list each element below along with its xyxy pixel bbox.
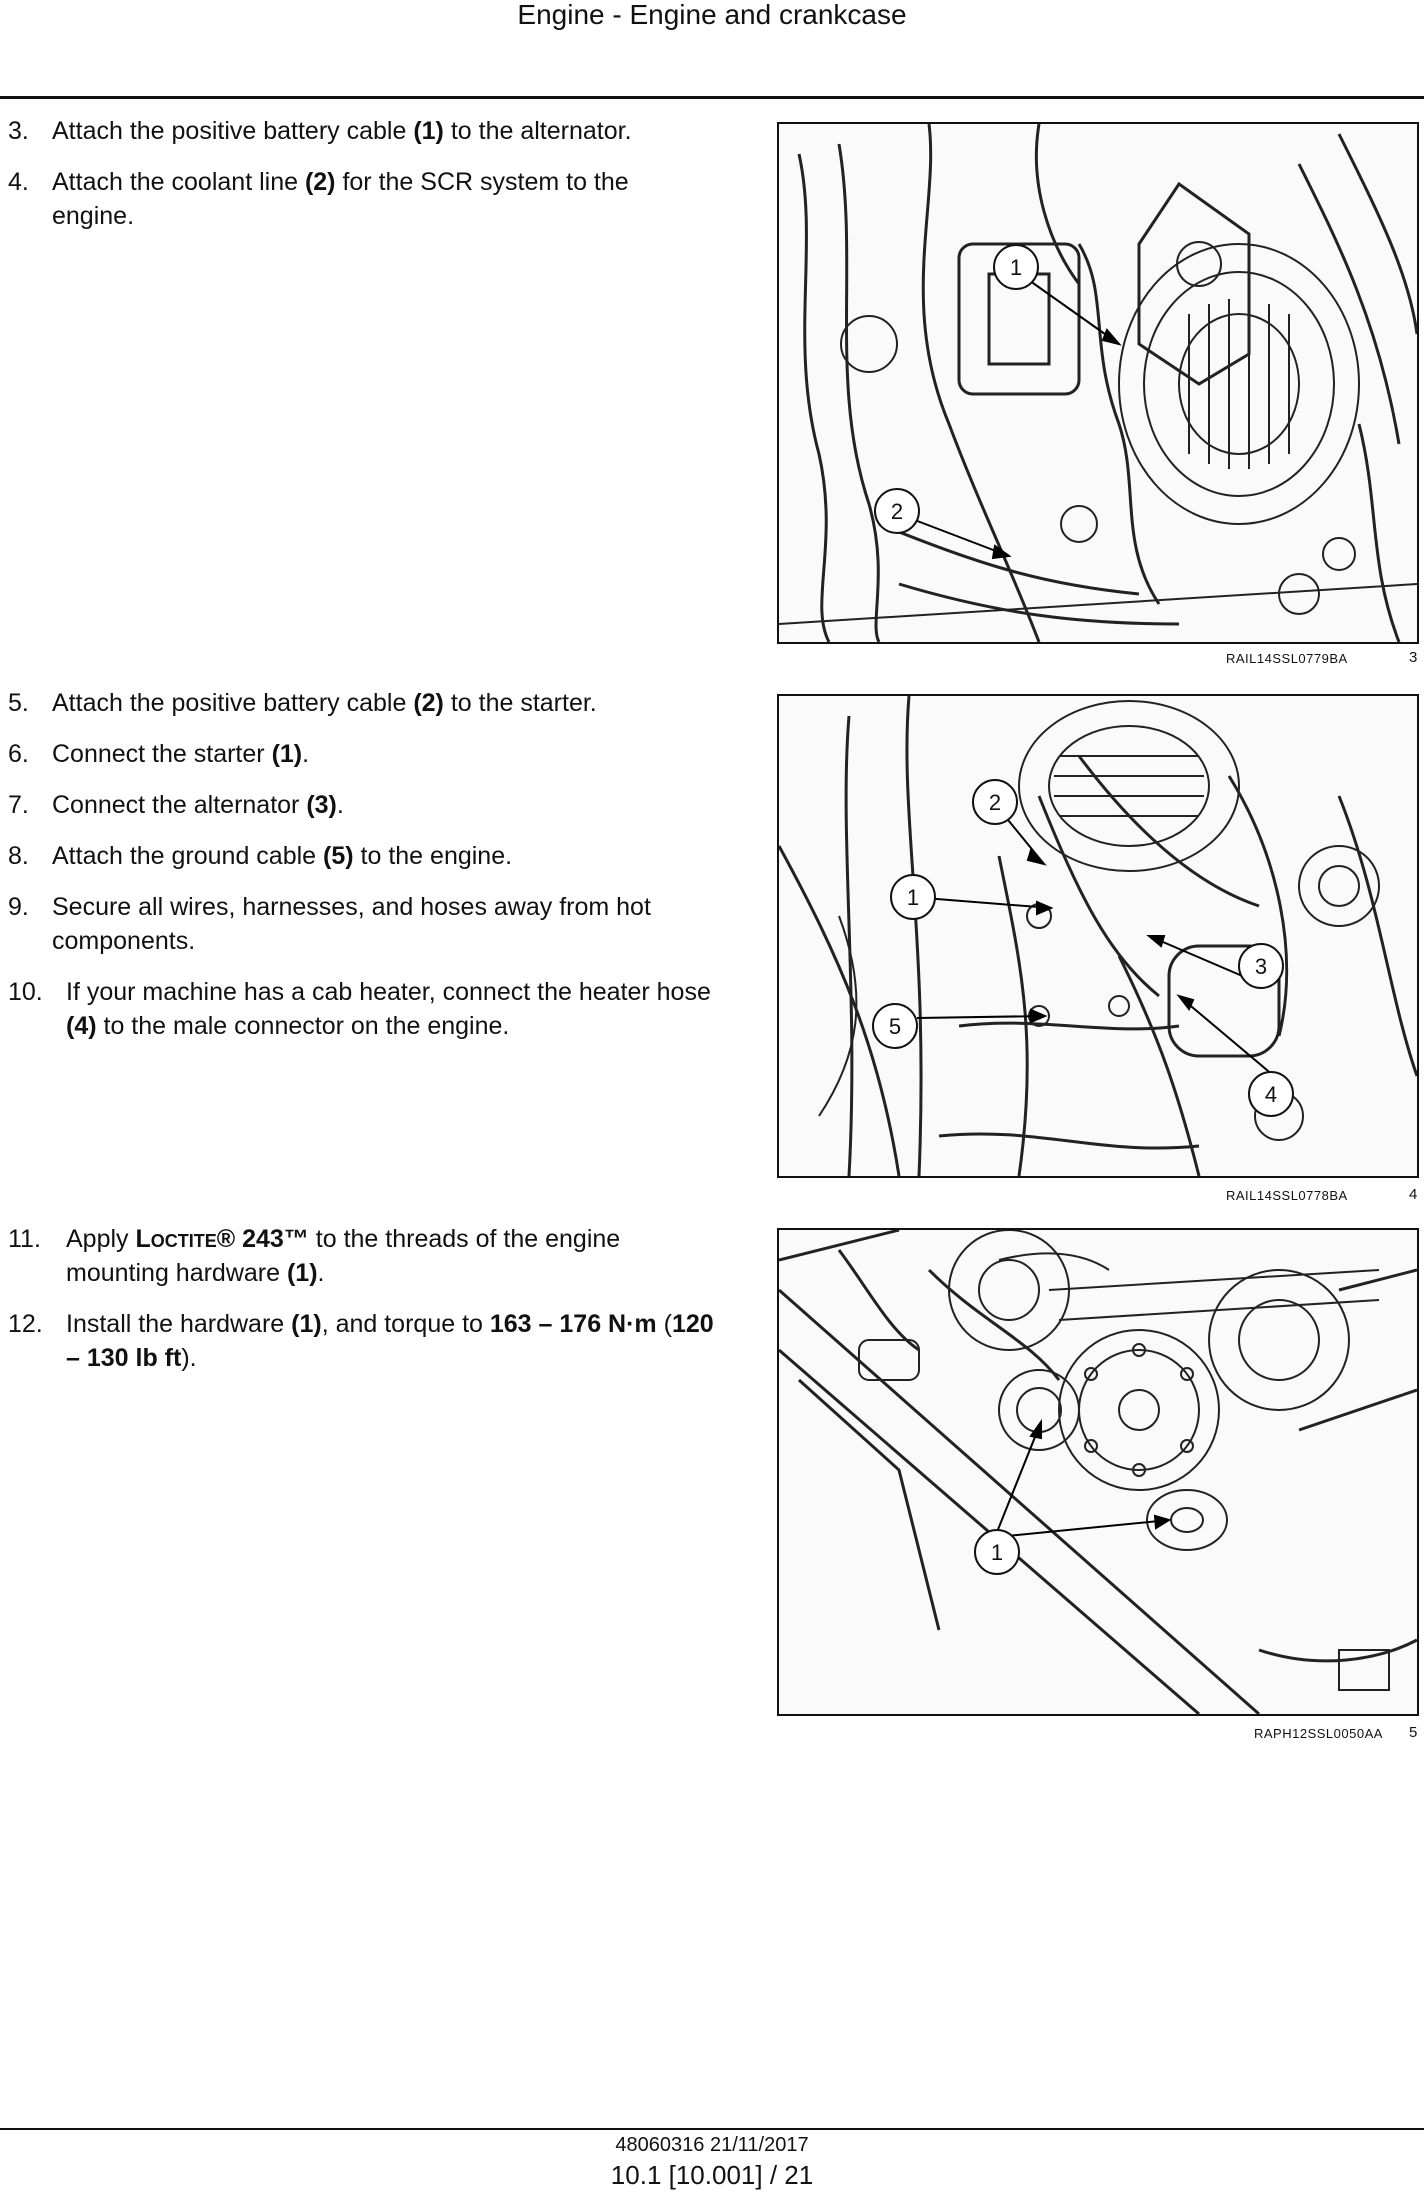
step-6: 6. Connect the starter (1). [4,737,716,771]
figure-3-number: 3 [1409,649,1418,666]
step-5: 5. Attach the positive battery cable (2) to the starter. [4,686,716,720]
figure-5-mounting-illustration [777,1228,1419,1716]
step-4: 4. Attach the coolant line (2) for the SCR system to the engine. [4,165,716,233]
step-7: 7. Connect the alternator (3). [4,788,716,822]
figure-4-starter-illustration [777,694,1419,1178]
footer-page-reference: 10.1 [10.001] / 21 [610,2160,814,2190]
callout-2: 2 [890,499,904,524]
figure-4-code: RAIL14SSL0778BA [1226,1188,1348,1203]
callout-3: 3 [1254,954,1268,979]
step-number: 6. [8,740,29,768]
figure-5-code: RAPH12SSL0050AA [1254,1726,1383,1741]
figure-3-alternator-illustration [777,122,1419,644]
callout-1: 1 [990,1540,1004,1565]
step-number: 3. [8,117,29,145]
alternator-line-drawing [779,124,1417,642]
callout-5: 5 [888,1014,902,1039]
page-header-title: Engine - Engine and crankcase [517,0,907,30]
figure-3-code: RAIL14SSL0779BA [1226,651,1348,666]
step-9: 9. Secure all wires, harnesses, and hoses away from hot components. [4,890,716,958]
step-number: 7. [8,791,29,819]
step-3: 3. Attach the positive battery cable (1) to the alternator. [4,114,716,148]
torque-imperial: 120 – 130 lb ft [66,1310,714,1372]
step-10: 10. If your machine has a cab heater, connect the heater hose (4) to the male connector on the engine. [4,975,716,1043]
torque-metric: 163 – 176 N·m [489,1310,657,1338]
starter-line-drawing [779,696,1417,1176]
figure-5-callouts [975,1530,1019,1574]
steps-list-2 [4,686,716,1060]
step-11: 11. Apply Loctite® 243™ to the threads of the engine mounting hardware (1). [4,1222,716,1290]
callout-1: 1 [1009,255,1023,280]
steps-list-1 [4,114,716,250]
step-number: 5. [8,689,29,717]
steps-list-3 [4,1222,716,1392]
footer-document-id: 48060316 21/11/2017 [615,2134,809,2156]
figure-3-callouts [875,245,1038,533]
step-12: 12. Install the hardware (1), and torque to 163 – 176 N·m (120 – 130 lb ft). [4,1307,716,1375]
step-number: 10. [8,978,43,1006]
step-8: 8. Attach the ground cable (5) to the engine. [4,839,716,873]
callout-2: 2 [988,790,1002,815]
figure-5-number: 5 [1409,1724,1418,1741]
step-number: 11. [8,1225,41,1253]
header-rule [0,96,1424,99]
callout-1: 1 [906,885,920,910]
footer-rule [0,2128,1424,2130]
callout-4: 4 [1264,1082,1278,1107]
figure-4-number: 4 [1409,1186,1418,1203]
figure-4-callouts [873,780,1293,1116]
step-number: 9. [8,893,29,921]
loctite-brand: Loctite® 243™ [135,1225,309,1253]
engine-mount-line-drawing [779,1230,1417,1714]
step-number: 8. [8,842,29,870]
step-number: 12. [8,1310,43,1338]
step-number: 4. [8,168,29,196]
